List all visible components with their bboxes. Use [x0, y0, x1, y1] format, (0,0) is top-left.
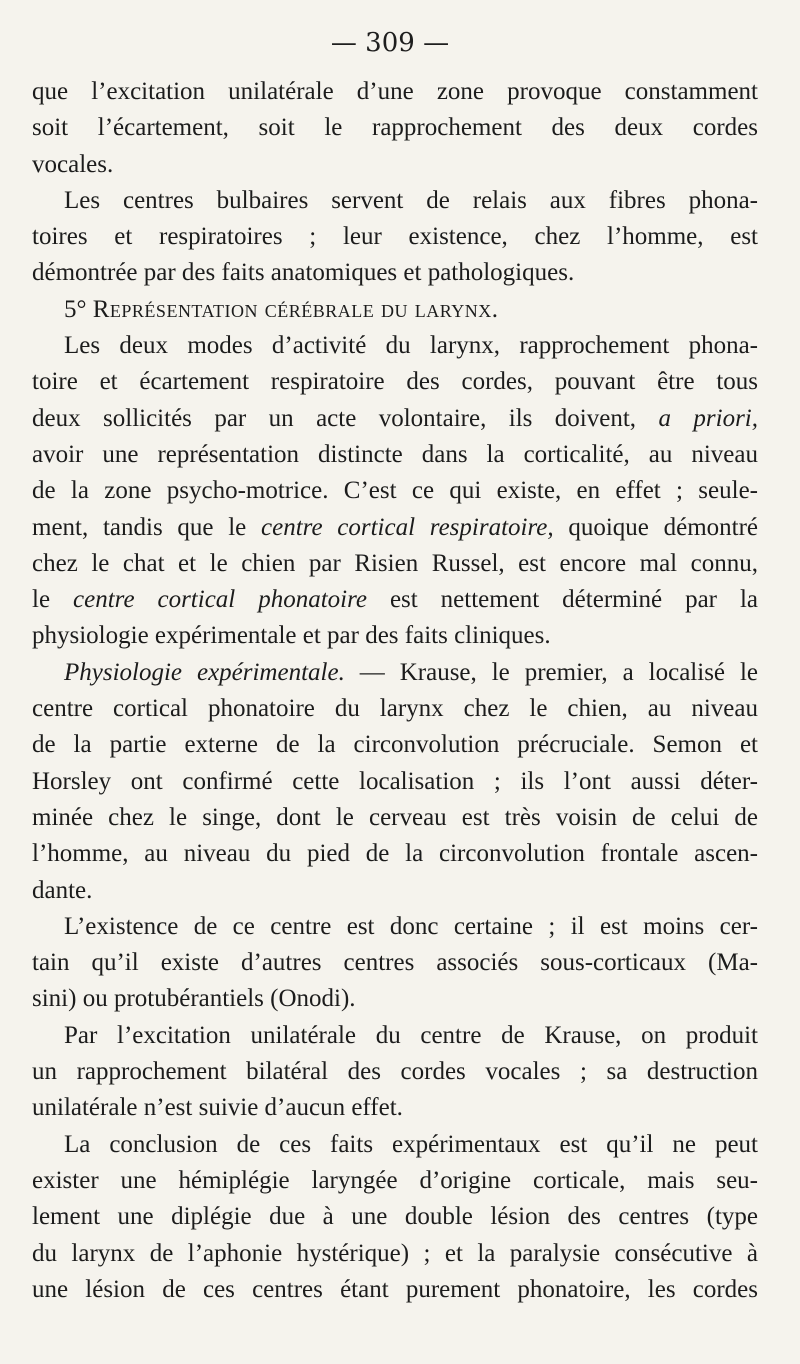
text-line — [32, 510, 758, 546]
text-line — [32, 401, 758, 437]
text-line: physiologie expérimentale et par des faits cliniques. — [32, 622, 551, 650]
text-span: — Krause, le premier, a localisé le — [359, 658, 758, 686]
text-line: dante. — [32, 876, 93, 904]
text-line: L’existence de ce centre est donc certaine ; il est moins cer- — [64, 912, 758, 940]
text-line: toires et respiratoires ; leur existence, chez l’homme, est — [32, 223, 758, 251]
text-line: de la partie externe de la circonvolution précruciale. Semon et — [32, 731, 758, 759]
text-line: du larynx de l’aphonie hystérique) ; et la paralysie consécutive à — [32, 1239, 758, 1267]
subsection-heading: Physiologie expérimentale. — [64, 658, 345, 686]
text-span: le — [32, 586, 51, 614]
text-line — [32, 582, 758, 618]
body-text — [32, 74, 758, 1308]
text-line: de la zone psycho-motrice. C’est ce qui existe, en effet ; seule- — [32, 477, 758, 505]
text-line: Les centres bulbaires servent de relais aux fibres phona- — [64, 186, 758, 214]
text-line: sini) ou protubérantiels (Onodi). — [32, 985, 356, 1013]
text-span: deux sollicités par un acte volontaire, ils doivent, — [32, 404, 637, 432]
text-line: vocales. — [32, 150, 114, 178]
section-number: 5° — [64, 295, 87, 323]
italic-term: centre cortical phonatoire — [73, 586, 367, 614]
text-line: minée chez le singe, dont le cerveau est très voisin de celui de — [32, 803, 758, 831]
text-line: Horsley ont confirmé cette localisation ; ils l’ont aussi déter- — [32, 767, 758, 795]
text-line: que l’excitation unilatérale d’une zone provoque constamment — [32, 78, 758, 105]
text-line: exister une hémiplégie laryngée d’origine corticale, mais seu- — [32, 1166, 758, 1194]
page-number: — 309 — — [330, 28, 450, 58]
text-line: un rapprochement bilatéral des cordes vocales ; sa destruction — [32, 1058, 758, 1086]
text-line: tain qu’il existe d’autres centres associés sous-corticaux (Ma- — [32, 949, 758, 977]
section-title: Représentation cérébrale du larynx. — [92, 295, 499, 323]
text-line: unilatérale n’est suivie d’aucun effet. — [32, 1094, 403, 1122]
text-span: quoique démontré — [568, 513, 759, 541]
text-line: démontrée par des faits anatomiques et pathologiques. — [32, 259, 575, 287]
text-line: La conclusion de ces faits expérimentaux est qu’il ne peut — [64, 1130, 758, 1158]
text-line: Par l’excitation unilatérale du centre de Krause, on produit — [64, 1021, 758, 1049]
text-line: chez le chat et le chien par Risien Russel, est encore mal connu, — [32, 549, 758, 577]
text-line: soit l’écartement, soit le rapprochement des deux cordes — [32, 114, 758, 142]
text-span: ment, tandis que le — [32, 513, 247, 541]
text-line: lement une diplégie due à une double lésion des centres (type — [32, 1203, 758, 1231]
text-line: Les deux modes d’activité du larynx, rapprochement phona- — [64, 332, 758, 360]
text-line — [32, 655, 758, 691]
section-heading — [32, 292, 758, 328]
text-line: centre cortical phonatoire du larynx chez le chien, au niveau — [32, 695, 758, 723]
text-line: toire et écartement respiratoire des cordes, pouvant être tous — [32, 368, 758, 396]
text-span: est nettement déterminé par la — [389, 586, 758, 614]
italic-term: a priori, — [658, 404, 758, 432]
text-line: l’homme, au niveau du pied de la circonvolution frontale ascen- — [32, 840, 758, 868]
text-line: une lésion de ces centres étant purement phonatoire, les cordes — [32, 1275, 758, 1303]
italic-term: centre cortical respiratoire, — [261, 513, 554, 541]
text-line: avoir une représentation distincte dans la corticalité, au niveau — [32, 440, 758, 468]
